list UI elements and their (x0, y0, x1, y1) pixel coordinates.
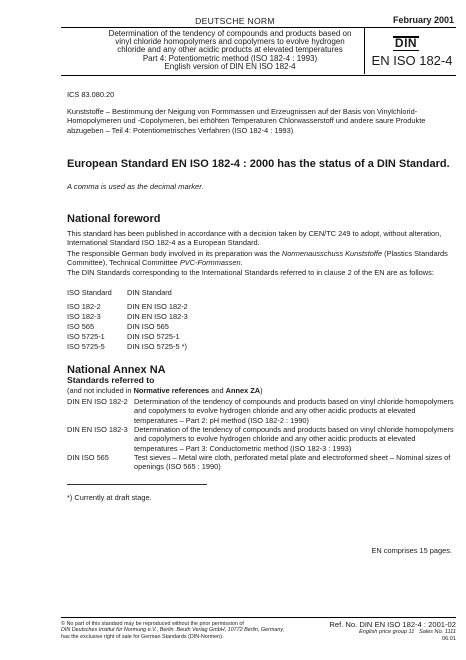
reference-text: Test sieves – Metal wire cloth, perforated metal plate and electroformed sheet – Nominal sizes of openings (ISO 565 : 1990) (134, 453, 451, 472)
publication-date: February 2001 (392, 15, 454, 25)
edition-code: 06.01 (442, 636, 456, 642)
technical-committee-name: PVC-Formmassen (179, 258, 241, 268)
price-sales-line (316, 629, 456, 636)
logo-bar-bottom (393, 50, 419, 52)
note-bold: Normative references (133, 386, 210, 395)
reference-number: Ref. No. DIN EN ISO 182-4 : 2001-02 (329, 620, 456, 629)
standards-referred-heading: Standards referred to (67, 375, 155, 385)
iso-standard: ISO 5725-5 (67, 342, 105, 351)
committee-name: Normenausschuss Kunststoffe (281, 249, 383, 258)
din-standard: DIN EN ISO 182-3 (127, 312, 188, 321)
din-standard: DIN ISO 5725-5 *) (127, 342, 187, 351)
standards-correspondence-table (67, 288, 188, 352)
title-line: Part 4: Potentiometric method (ISO 182-4 : 1993) (142, 53, 318, 63)
foreword-text: (Plastics Standards Committee), Technical Committee (67, 249, 448, 268)
footer-rule (61, 617, 456, 618)
table-row (67, 322, 188, 332)
table-row (67, 312, 188, 322)
reference-key: DIN ISO 565 (67, 453, 109, 462)
din-standard: DIN ISO 5725-1 (127, 332, 180, 341)
logo-text: DIN (394, 35, 418, 50)
reference-text: Determination of the tendency of compounds and products based on vinyl chloride homopolymers and copolymers to evolve hydrogen chloride and any other acidic products at elevated temperatures – Part 3: Conductometric method (ISO 182-3 : 1993) (134, 425, 454, 453)
title-line: English version of DIN EN ISO 182-4 (164, 61, 296, 71)
note-text: ) (260, 386, 263, 395)
foreword-paragraph-3: The DIN Standards corresponding to the International Standards referred to in clause 2 of the EN are as follows: (67, 268, 434, 277)
copyright-line: © No part of this standard may be reproduced without the prior permission of (61, 621, 244, 627)
column-header-din: DIN Standard (127, 288, 172, 297)
reference-entry (67, 425, 455, 453)
table-row (67, 302, 188, 312)
reference-entry (67, 453, 455, 472)
title-line: Determination of the tendency of compounds and products based on (108, 29, 352, 38)
reference-key: DIN EN ISO 182-3 (67, 425, 128, 434)
din-logo (393, 35, 419, 51)
table-row (67, 332, 188, 342)
ics-code: ICS 83.080.20 (67, 90, 115, 99)
column-header-iso: ISO Standard (67, 288, 112, 297)
foreword-paragraph-2 (67, 249, 451, 268)
table-header-row (67, 288, 188, 298)
foreword-text: . (240, 258, 243, 268)
national-foreword-heading: National foreword (67, 213, 161, 225)
iso-standard: ISO 5725-1 (67, 332, 105, 341)
title-line: vinyl chloride homopolymers and copolymers to evolve hydrogen (115, 37, 345, 47)
din-standard: DIN EN ISO 182-2 (127, 302, 188, 311)
note-text: and (209, 386, 226, 395)
iso-standard: ISO 182-3 (67, 312, 101, 321)
page-count-note: EN comprises 15 pages. (371, 546, 452, 555)
reference-key: DIN EN ISO 182-2 (67, 397, 128, 406)
reference-number-block (316, 620, 456, 643)
annex-note (67, 386, 263, 395)
iso-standard: ISO 565 (67, 322, 95, 331)
note-bold: Annex ZA (225, 386, 261, 395)
foreword-paragraph-1: This standard has been published in accordance with a decision taken by CEN/TC 249 to adopt, without alteration, International Standard ISO 182-4 as a European Standard. (67, 229, 442, 248)
sales-number: Sales No. 1111 (418, 629, 456, 635)
header-divider (364, 27, 365, 74)
status-statement: European Standard EN ISO 182-4 : 2000 has the status of a DIN Standard. (67, 158, 450, 170)
footnote: *) Currently at draft stage. (67, 493, 152, 502)
document-title (94, 30, 366, 71)
reference-text: Determination of the tendency of compounds and products based on vinyl chloride homopolymers and copolymers to evolve hydrogen chloride and any other acidic products at elevated temperatures – Part 2: pH method (ISO 182-2 : 1990) (134, 397, 454, 425)
foreword-text: The responsible German body involved in its preparation was the (67, 249, 282, 258)
decimal-marker-note: A comma is used as the decimal marker. (67, 182, 204, 191)
title-line: chloride and any other acidic products at elevated temperatures (117, 45, 343, 55)
reference-entry (67, 397, 455, 425)
copyright-line: DIN Deutsches Institut für Normung e.V., Berlin. Beuth Verlag GmbH, 10772 Berlin, Germany, (61, 627, 285, 634)
german-title: Kunststoffe – Bestimmung der Neigung von Formmassen und Erzeugnissen auf der Basis von Vinylchlorid-Homopolymeren und -Copolymeren, bei erhöhten Temperaturen Chlorwasserstoff und andere saure Produkte abzugeben – Teil 4: Potentiometrisches Verfahren (ISO 182-4 : 1993) (67, 107, 426, 135)
copyright-line: has the exclusive right of sale for German Standards (DIN-Normen). (61, 633, 224, 640)
iso-standard: ISO 182-2 (67, 302, 101, 311)
copyright-notice (61, 621, 301, 640)
din-standard: DIN ISO 565 (127, 322, 169, 331)
footnote-rule (67, 484, 207, 485)
national-annex-heading: National Annex NA (67, 364, 166, 376)
price-group: English price group 11 (359, 629, 415, 635)
note-text: (and not included in (67, 386, 134, 395)
standard-number: EN ISO 182-4 (371, 53, 453, 68)
document-org-label: DEUTSCHE NORM (195, 16, 275, 26)
table-row (67, 342, 188, 352)
